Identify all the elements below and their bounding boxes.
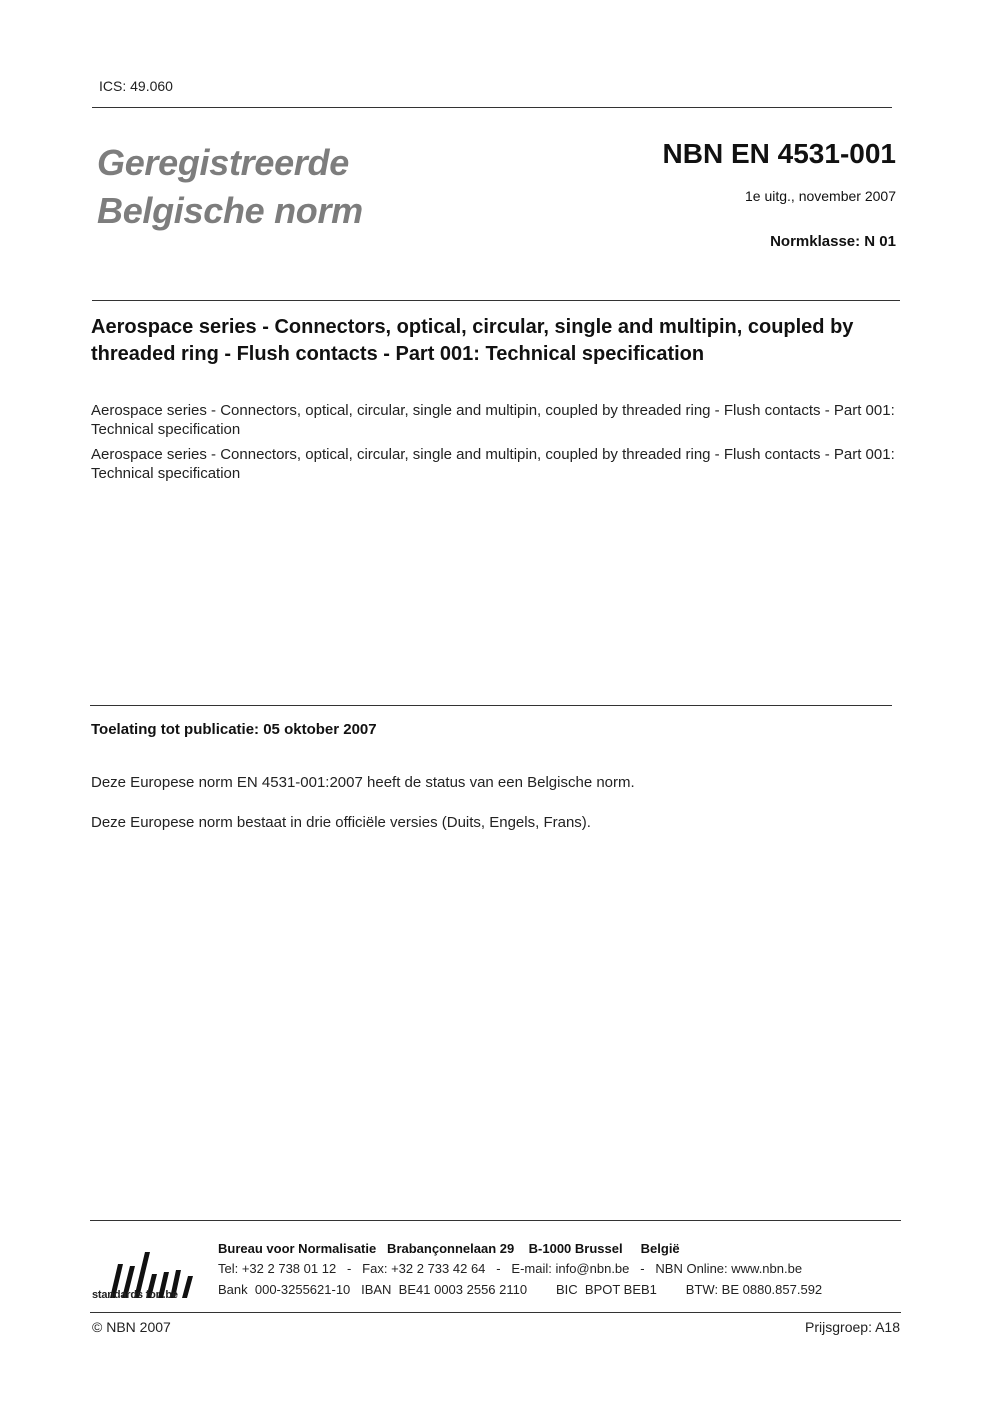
norm-class: Normklasse: N 01 (770, 233, 896, 250)
footer-divider-bottom (90, 1312, 901, 1313)
status-paragraph: Deze Europese norm EN 4531-001:2007 heeft de status van een Belgische norm. (91, 774, 635, 791)
versions-paragraph: Deze Europese norm bestaat in drie officiële versies (Duits, Engels, Frans). (91, 814, 591, 831)
body-divider (90, 705, 892, 706)
registered-line-1: Geregistreerde (97, 142, 349, 183)
publication-approval: Toelating tot publicatie: 05 oktober 2007 (91, 721, 377, 738)
bank-line: Bank 000-3255621-10 IBAN BE41 0003 2556 2110 BIC BPOT BEB1 BTW: BE 0880.857.592 (218, 1282, 823, 1297)
logo-tagline: standards for .be (92, 1289, 178, 1301)
registered-line-2: Belgische norm (97, 190, 363, 231)
price-group: Prijsgroep: A18 (805, 1319, 900, 1335)
top-divider (92, 107, 892, 108)
ics-code: ICS: 49.060 (99, 78, 173, 94)
registered-belgian-norm-heading (97, 139, 363, 235)
title-divider (92, 300, 900, 301)
address-line: Bureau voor Normalisatie Brabançonnelaan 29 B-1000 Brussel België (218, 1241, 680, 1256)
footer-divider-top (90, 1220, 901, 1221)
secondary-title-2: Aerospace series - Connectors, optical, circular, single and multipin, coupled by threaded ring - Flush contacts - Part 001: Technical specification (91, 446, 895, 482)
main-title: Aerospace series - Connectors, optical, circular, single and multipin, coupled by threaded ring - Flush contacts - Part 001: Technical specification (91, 316, 854, 365)
norm-number: NBN EN 4531-001 (662, 138, 896, 169)
edition-date: 1e uitg., november 2007 (745, 188, 896, 204)
contact-line: Tel: +32 2 738 01 12 - Fax: +32 2 733 42 64 - E-mail: info@nbn.be - NBN Online: www.nbn.be (218, 1261, 803, 1276)
copyright: © NBN 2007 (92, 1319, 171, 1335)
secondary-title-1: Aerospace series - Connectors, optical, circular, single and multipin, coupled by threaded ring - Flush contacts - Part 001: Technical specification (91, 402, 895, 438)
